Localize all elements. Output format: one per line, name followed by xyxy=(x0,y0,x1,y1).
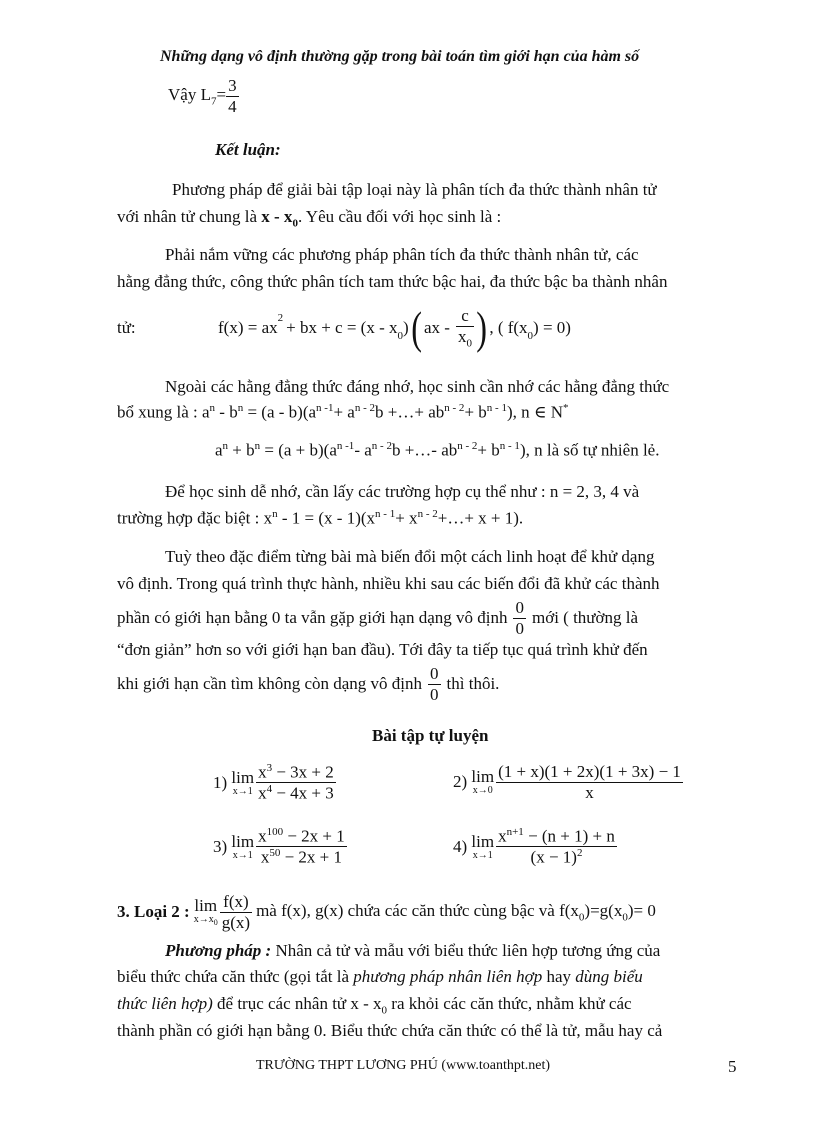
exercise-denominator: $x^{50} - 2x + 1$ xyxy=(260,847,343,867)
exercise-lim-word: lim xyxy=(231,831,255,851)
para2-line-b: hằng đẳng thức, công thức phân tích tam thức bậc hai, đa thức bậc ba thành nhân xyxy=(117,272,668,291)
para3-line-c: $a^n + b^n = (a + b)(a^{n -1}-$ $a^{n - 2}b$ +…- $ab^{n - 2}+ b^{n - 1}$), n là số tự nhiên lẻ. xyxy=(215,440,660,460)
exercise-lim-sub: x→0 xyxy=(472,785,493,797)
para4-line-b: trường hợp đặc biệt : $x^n - 1 = (x - 1)(x^{n - 1}+$ $x^{n - 2}+\dots+ x + 1$). xyxy=(117,508,524,528)
exercise-numerator: (1 + x)(1 + 2x)(1 + 3x) − 1 xyxy=(498,762,681,781)
exercise-lim-sub: x→1 xyxy=(232,849,253,861)
method-line-1 xyxy=(165,941,660,961)
exercise-label: 4) xyxy=(453,836,472,856)
para5-line-e xyxy=(117,664,499,704)
para5-line-a: Tuỳ theo đặc điểm từng bài mà biến đổi một cách linh hoạt để khử dạng xyxy=(165,547,655,566)
exercise-fraction xyxy=(256,762,336,803)
exercise-1 xyxy=(213,762,336,803)
para5-e-pre: khi giới hạn cần tìm không còn dạng vô định xyxy=(117,674,423,693)
formula-c-den-sub: 0 xyxy=(466,337,472,350)
type2-lim-sub-sub: 0 xyxy=(213,918,218,927)
method-line-2: biểu thức chứa căn thức (gọi tắt là phương pháp nhân liên hợp hay dùng biểu xyxy=(117,967,643,986)
result-prefix: Vậy L xyxy=(168,84,211,104)
para4-line-a: Để học sinh dễ nhớ, cần lấy các trường hợp cụ thể như : n = 2, 3, 4 và xyxy=(165,482,640,501)
para5-c-post: mới ( thường là xyxy=(531,608,639,627)
exercise-denominator: $(x - 1)^2$ xyxy=(530,847,583,867)
type2-lim-word: lim xyxy=(194,896,218,915)
exercise-lim-word: lim xyxy=(471,767,495,787)
formula-f xyxy=(218,298,571,358)
method-title: Phương pháp : xyxy=(165,941,272,960)
formula-sq: 2 xyxy=(277,312,284,324)
exercise-fraction xyxy=(496,826,617,867)
exercise-lim xyxy=(471,833,494,861)
para2-line-a: Phải nắm vững các phương pháp phân tích đa thức thành nhân tử, các xyxy=(165,245,639,264)
exercise-lim xyxy=(471,768,494,796)
exercise-denominator: $x^4 - 4x + 3$ xyxy=(258,783,334,803)
zero-frac-1 xyxy=(513,598,526,638)
zero-frac-2 xyxy=(428,664,441,704)
exercise-lim-sub: x→1 xyxy=(472,849,493,861)
exercise-lim-sub: x→1 xyxy=(232,785,253,797)
zero-frac-1-num: 0 xyxy=(515,597,524,617)
result-eq: = xyxy=(216,84,227,104)
para3-line-a: Ngoài các hằng đẳng thức đáng nhớ, học sinh cần nhớ các hằng đẳng thức xyxy=(165,377,670,396)
para1-b-bold-sub: 0 xyxy=(292,217,298,230)
result-sub: 7 xyxy=(210,95,217,108)
zero-frac-1-den: 0 xyxy=(515,618,524,638)
exercise-2 xyxy=(453,762,683,802)
paren-close: ) xyxy=(476,302,488,353)
exercise-lim-word: lim xyxy=(231,767,255,787)
type2-num: f(x) xyxy=(220,892,252,913)
exercise-numerator: $x^{100} - 2x + 1$ xyxy=(258,826,345,846)
para1-b-post: . Yêu cầu đối với học sinh là : xyxy=(297,207,502,226)
method-line-4: thành phần có giới hạn bằng 0. Biểu thức chứa căn thức có thể là tử, mẫu hay cả xyxy=(117,1021,663,1040)
type2-lim xyxy=(194,897,218,927)
formula-close: ) xyxy=(403,318,409,337)
conclusion-title: Kết luận: xyxy=(215,140,281,159)
method-l1: Nhân cả tử và mẫu với biểu thức liên hợp tương ứng của xyxy=(271,941,661,960)
type2-frac xyxy=(220,892,252,932)
formula-c-frac xyxy=(456,306,474,350)
exercise-numerator: $x^3 - 3x + 2$ xyxy=(258,762,334,782)
type2-lim-sub-text: x→x xyxy=(193,914,214,925)
result-fraction xyxy=(226,76,239,116)
zero-frac-2-num: 0 xyxy=(430,663,439,683)
footer: TRƯỜNG THPT LƯƠNG PHÚ (www.toanthpt.net) xyxy=(256,1058,551,1073)
formula-tail-sub: 0 xyxy=(527,330,534,342)
exercise-lim-word: lim xyxy=(471,831,495,851)
exercise-fraction xyxy=(256,826,347,867)
method-line-3: thức liên hợp) để trục các nhân tử x - $x_0$ ra khỏi các căn thức, nhằm khử các xyxy=(117,994,632,1017)
exercise-4 xyxy=(453,826,617,867)
para1-b-pre: với nhân tử chung là xyxy=(117,207,262,226)
running-header: Những dạng vô định thường gặp trong bài toán tìm giới hạn của hàm số xyxy=(160,48,640,65)
exercise-denominator: x xyxy=(585,782,594,802)
type2-lim-sub xyxy=(194,915,218,927)
para3-line-b: bổ xung là : $a^n - b^n = (a - b)(a^{n -1}+ a^{n - 2}b$ +…+ $ab^{n - 2}+ b^{n - 1}$), n ∈ N* xyxy=(117,402,569,422)
exercise-title: Bài tập tự luyện xyxy=(372,726,489,745)
exercise-label: 2) xyxy=(453,772,472,792)
page-number: 5 xyxy=(728,1057,737,1076)
exercise-lim xyxy=(231,769,254,797)
para2-line-c: tử: xyxy=(117,318,136,337)
para5-e-post: thì thôi. xyxy=(446,674,500,693)
para5-line-d: “đơn giản” hơn so với giới hạn ban đầu). Tới đây ta tiếp tục quá trình khử đến xyxy=(117,640,648,659)
para1-line-a: Phương pháp để giải bài tập loại này là phân tích đa thức thành nhân tử xyxy=(172,180,657,199)
exercise-fraction xyxy=(496,762,683,802)
formula-mid: + bx + c = (x - x xyxy=(286,318,398,337)
paren-open: ( xyxy=(410,302,422,353)
para5-c-pre: phần có giới hạn bằng 0 ta vẫn gặp giới hạn dạng vô định xyxy=(117,608,508,627)
formula-c-den-x: x xyxy=(457,326,467,346)
type2-den: g(x) xyxy=(221,912,251,932)
para5-line-c xyxy=(117,598,638,638)
type2-line xyxy=(117,890,656,934)
formula-x0: 0 xyxy=(397,330,404,342)
para1-line-b xyxy=(117,207,501,229)
exercise-3 xyxy=(213,826,347,867)
formula-lhs: f(x) = ax xyxy=(218,318,278,337)
para5-line-b: vô định. Trong quá trình thực hành, nhiều khi sau các biến đổi đã khử các thành xyxy=(117,574,660,593)
formula-tail-a: , ( f(x xyxy=(489,318,528,337)
type2-text: mà f(x), g(x) chứa các căn thức cùng bậc và $f(x_0)=g(x_0)= 0$ xyxy=(256,900,656,924)
result-num: 3 xyxy=(228,76,237,95)
formula-inner: ax - xyxy=(424,318,450,337)
formula-c-num: c xyxy=(456,306,474,327)
result-line xyxy=(168,76,239,116)
para1-b-bold: x - x xyxy=(261,207,293,226)
result-den: 4 xyxy=(228,96,237,116)
type2-label: 3. Loại 2 : xyxy=(117,902,190,921)
exercise-lim xyxy=(231,833,254,861)
exercise-numerator: $x^{n+1} - (n + 1) + n$ xyxy=(498,826,615,846)
exercise-label: 1) xyxy=(213,772,232,792)
exercise-label: 3) xyxy=(213,836,232,856)
formula-c-den xyxy=(456,327,474,350)
zero-frac-2-den: 0 xyxy=(430,684,439,704)
formula-tail-b: ) = 0) xyxy=(533,318,571,337)
